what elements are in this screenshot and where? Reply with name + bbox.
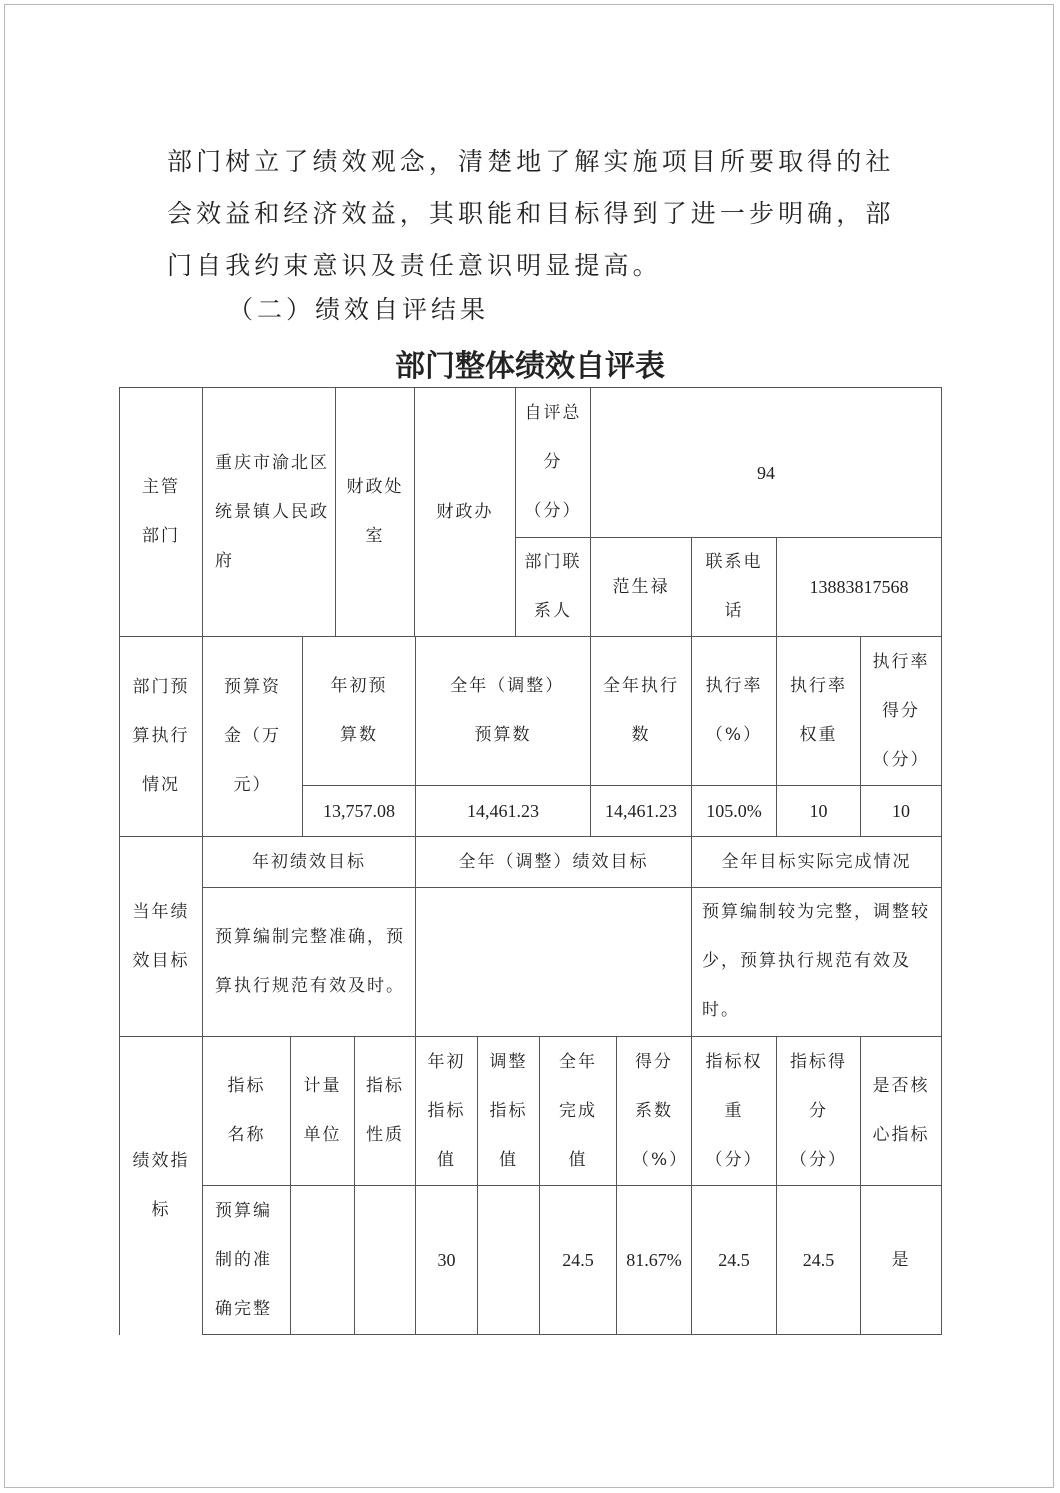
section-heading: （二）绩效自评结果 <box>228 295 490 324</box>
total-score-cell <box>590 387 942 538</box>
executed-header: 全年执行数 <box>603 676 679 745</box>
ind-unit-header: 计量单位 <box>303 1076 342 1145</box>
ind-nature-header-cell <box>354 1036 416 1186</box>
ind-coefficient-header: 得分系数（%） <box>632 1051 689 1170</box>
intro-line-1: 部门树立了绩效观念，清楚地了解实施项目所要取得的社 <box>167 147 895 176</box>
adjusted-budget-header-cell <box>415 636 591 786</box>
ind-core-header: 是否核心指标 <box>872 1076 930 1145</box>
ind-adjusted-header: 调整指标值 <box>489 1051 528 1170</box>
contact-name: 范生禄 <box>612 576 670 597</box>
finance-office-cell <box>335 387 415 637</box>
table-row-0-nature-cell <box>354 1185 416 1335</box>
rate-score-header-cell <box>860 636 942 786</box>
dept-label: 主管部门 <box>142 477 180 546</box>
ind-weight-header-cell <box>691 1036 777 1186</box>
dept-name: 重庆市渝北区统景镇人民政府 <box>215 452 329 571</box>
ind-name-header-cell <box>202 1036 291 1186</box>
actual-goal-text: 预算编制较为完整，调整较少，预算执行规范有效及时。 <box>702 902 930 1020</box>
dept-name-cell <box>202 387 336 637</box>
goals-label: 当年绩效目标 <box>132 901 190 971</box>
table-row-0-actual-cell <box>539 1185 617 1335</box>
initial-goal-text: 预算编制完整准确，预算执行规范有效及时。 <box>215 927 405 996</box>
ind-row-core: 是 <box>891 1249 911 1270</box>
funds-label: 预算资金（万元） <box>224 677 281 795</box>
weight-header: 执行率权重 <box>790 676 847 745</box>
contact-name-cell <box>590 537 692 637</box>
ind-score-header: 指标得分（分） <box>790 1051 847 1170</box>
phone-value: 13883817568 <box>809 576 909 597</box>
rate-header-cell <box>691 636 777 786</box>
total-score-value: 94 <box>757 463 775 483</box>
adjusted-goal-header-cell <box>415 836 692 888</box>
rate-score-header: 执行率得分（分） <box>872 651 930 770</box>
actual-goal-cell <box>691 887 942 1037</box>
total-score-label: 自评总分（分） <box>524 403 582 521</box>
initial-goal-header-cell <box>202 836 416 888</box>
ind-score-header-cell <box>776 1036 861 1186</box>
initial-goal-cell <box>202 887 416 1037</box>
phone-cell <box>776 537 942 637</box>
initial-budget-value-cell <box>302 785 416 837</box>
executed-value-cell <box>590 785 692 837</box>
ind-coefficient-header-cell <box>616 1036 692 1186</box>
actual-goal-header-cell <box>691 836 942 888</box>
initial-goal-header: 年初绩效目标 <box>252 851 366 872</box>
finance-office-label: 财政处室 <box>346 477 404 546</box>
table-row-0-initial-cell <box>415 1185 478 1335</box>
phone-label-cell <box>691 537 777 637</box>
table-row-0-score-cell <box>776 1185 861 1335</box>
actual-goal-header: 全年目标实际完成情况 <box>721 851 912 872</box>
rate-header: 执行率（%） <box>705 676 763 745</box>
table-row-0-core-cell <box>860 1185 942 1335</box>
budget-label: 部门预算执行情况 <box>132 677 190 795</box>
intro-line-3: 门自我约束意识及责任意识明显提高。 <box>167 251 662 280</box>
ind-actual-header-cell <box>539 1036 617 1186</box>
weight-value-cell <box>776 785 861 837</box>
ind-nature-header: 指标性质 <box>366 1076 404 1145</box>
table-row-0-weight-cell <box>691 1185 777 1335</box>
adjusted-goal-cell <box>415 887 692 1037</box>
ind-row-actual-value: 24.5 <box>562 1249 594 1270</box>
ind-name-header: 指标名称 <box>227 1076 266 1145</box>
ind-row-weight: 24.5 <box>718 1249 750 1270</box>
total-score-label-cell <box>515 387 591 538</box>
executed-header-cell <box>590 636 692 786</box>
ind-core-header-cell <box>860 1036 942 1186</box>
funds-label-cell <box>202 636 303 837</box>
ind-actual-header: 全年完成值 <box>559 1051 597 1170</box>
rate-value: 105.0% <box>706 800 762 821</box>
dept-label-cell <box>119 387 203 637</box>
adjusted-budget-header: 全年（调整）预算数 <box>450 676 556 745</box>
initial-budget-header-cell <box>302 636 416 786</box>
executed-value: 14,461.23 <box>605 800 677 821</box>
ind-initial-header: 年初指标值 <box>427 1051 466 1170</box>
contact-label: 部门联系人 <box>524 552 582 621</box>
rate-score-value-cell <box>860 785 942 837</box>
weight-header-cell <box>776 636 861 786</box>
rate-score-value: 10 <box>892 800 910 821</box>
initial-budget-value: 13,757.08 <box>323 800 395 821</box>
ind-initial-header-cell <box>415 1036 478 1186</box>
ind-row-score: 24.5 <box>802 1249 835 1270</box>
table-row-0-adjusted-cell <box>477 1185 540 1335</box>
table-title: 部门整体绩效自评表 <box>395 349 665 384</box>
finance-dept-name: 财政办 <box>436 501 494 522</box>
table-row-0-coefficient-cell <box>616 1185 692 1335</box>
table-row-0-name-cell <box>202 1185 291 1335</box>
table-row-0-unit-cell <box>290 1185 355 1335</box>
ind-adjusted-header-cell <box>477 1036 540 1186</box>
weight-value: 10 <box>809 800 828 821</box>
adjusted-budget-value: 14,461.23 <box>467 800 539 821</box>
rate-value-cell <box>691 785 777 837</box>
intro-line-2: 会效益和经济效益，其职能和目标得到了进一步明确，部 <box>167 199 895 228</box>
adjusted-goal-header: 全年（调整）绩效目标 <box>458 851 649 872</box>
ind-row-initial-value: 30 <box>437 1249 456 1270</box>
indicators-label-cell <box>119 1036 203 1335</box>
ind-weight-header: 指标权重（分） <box>705 1051 763 1170</box>
indicators-label: 绩效指标 <box>132 1151 190 1220</box>
phone-label: 联系电话 <box>705 552 763 621</box>
contact-label-cell <box>515 537 591 637</box>
ind-row-name: 预算编制的准确完整 <box>215 1200 272 1319</box>
adjusted-budget-value-cell <box>415 785 591 837</box>
goals-label-cell <box>119 836 203 1037</box>
budget-label-cell <box>119 636 203 837</box>
initial-budget-header: 年初预算数 <box>330 676 388 745</box>
ind-unit-header-cell <box>290 1036 355 1186</box>
finance-dept-cell <box>414 387 516 637</box>
performance-table <box>119 387 942 1335</box>
ind-row-coefficient: 81.67% <box>626 1249 682 1270</box>
